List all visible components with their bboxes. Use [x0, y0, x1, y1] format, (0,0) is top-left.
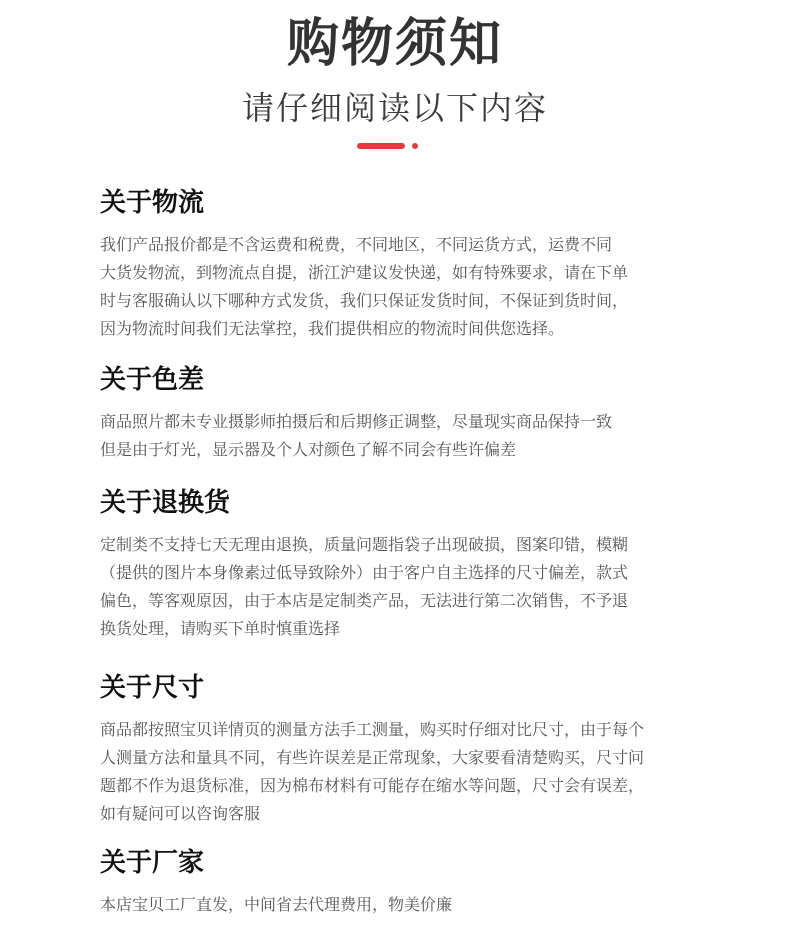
page-subtitle: 请仔细阅读以下内容	[241, 89, 548, 127]
section-size	[100, 670, 680, 828]
section-body	[100, 531, 680, 643]
section-returns	[100, 485, 680, 643]
section-text-line: 换货处理，请购买下单时慎重选择	[100, 619, 341, 638]
section-body	[100, 716, 680, 828]
section-heading: 关于退换货	[100, 488, 231, 518]
section-heading: 关于色差	[100, 365, 205, 395]
section-heading: 关于尺寸	[100, 673, 205, 703]
section-text-line: 大货发物流，到物流点自提，浙江沪建议发快递，如有特殊要求，请在下单	[100, 263, 629, 282]
page-title: 购物须知	[286, 14, 503, 74]
section-text-line: 因为物流时间我们无法掌控，我们提供相应的物流时间供您选择。	[100, 319, 565, 338]
section-manufacturer	[100, 845, 680, 919]
section-text-line: 商品照片都未专业摄影师拍摄后和后期修正调整，尽量现实商品保持一致	[100, 412, 613, 431]
section-body	[100, 408, 680, 464]
section-heading: 关于物流	[100, 188, 205, 218]
section-text-line: 定制类不支持七天无理由退换，质量问题指袋子出现破损，图案印错，模糊	[100, 535, 629, 554]
section-heading: 关于厂家	[100, 848, 205, 878]
section-text-line: 本店宝贝工厂直发，中间省去代理费用，物美价廉	[100, 895, 453, 914]
section-logistics	[100, 185, 680, 343]
section-text-line: 题都不作为退货标准，因为棉布材料有可能存在缩水等问题，尺寸会有误差，	[100, 776, 645, 795]
title-divider	[357, 143, 421, 151]
section-text-line: 时与客服确认以下哪种方式发货，我们只保证发货时间，不保证到货时间，	[100, 291, 629, 310]
section-color-difference	[100, 362, 680, 464]
section-body	[100, 891, 680, 919]
divider-dot	[412, 143, 418, 149]
section-text-line: 商品都按照宝贝详情页的测量方法手工测量，购买时仔细对比尺寸，由于每个	[100, 720, 645, 739]
section-text-line: 如有疑问可以咨询客服	[100, 804, 261, 823]
divider-bar	[357, 143, 405, 149]
section-text-line: 偏色，等客观原因，由于本店是定制类产品，无法进行第二次销售，不予退	[100, 591, 629, 610]
section-text-line: 人测量方法和量具不同，有些许误差是正常现象，大家要看清楚购买，尺寸问	[100, 748, 645, 767]
section-text-line: 但是由于灯光，显示器及个人对颜色了解不同会有些许偏差	[100, 440, 517, 459]
section-text-line: （提供的图片本身像素过低导致除外）由于客户自主选择的尺寸偏差，款式	[100, 563, 629, 582]
section-text-line: 我们产品报价都是不含运费和税费，不同地区，不同运货方式，运费不同	[100, 235, 613, 254]
section-body	[100, 231, 680, 343]
